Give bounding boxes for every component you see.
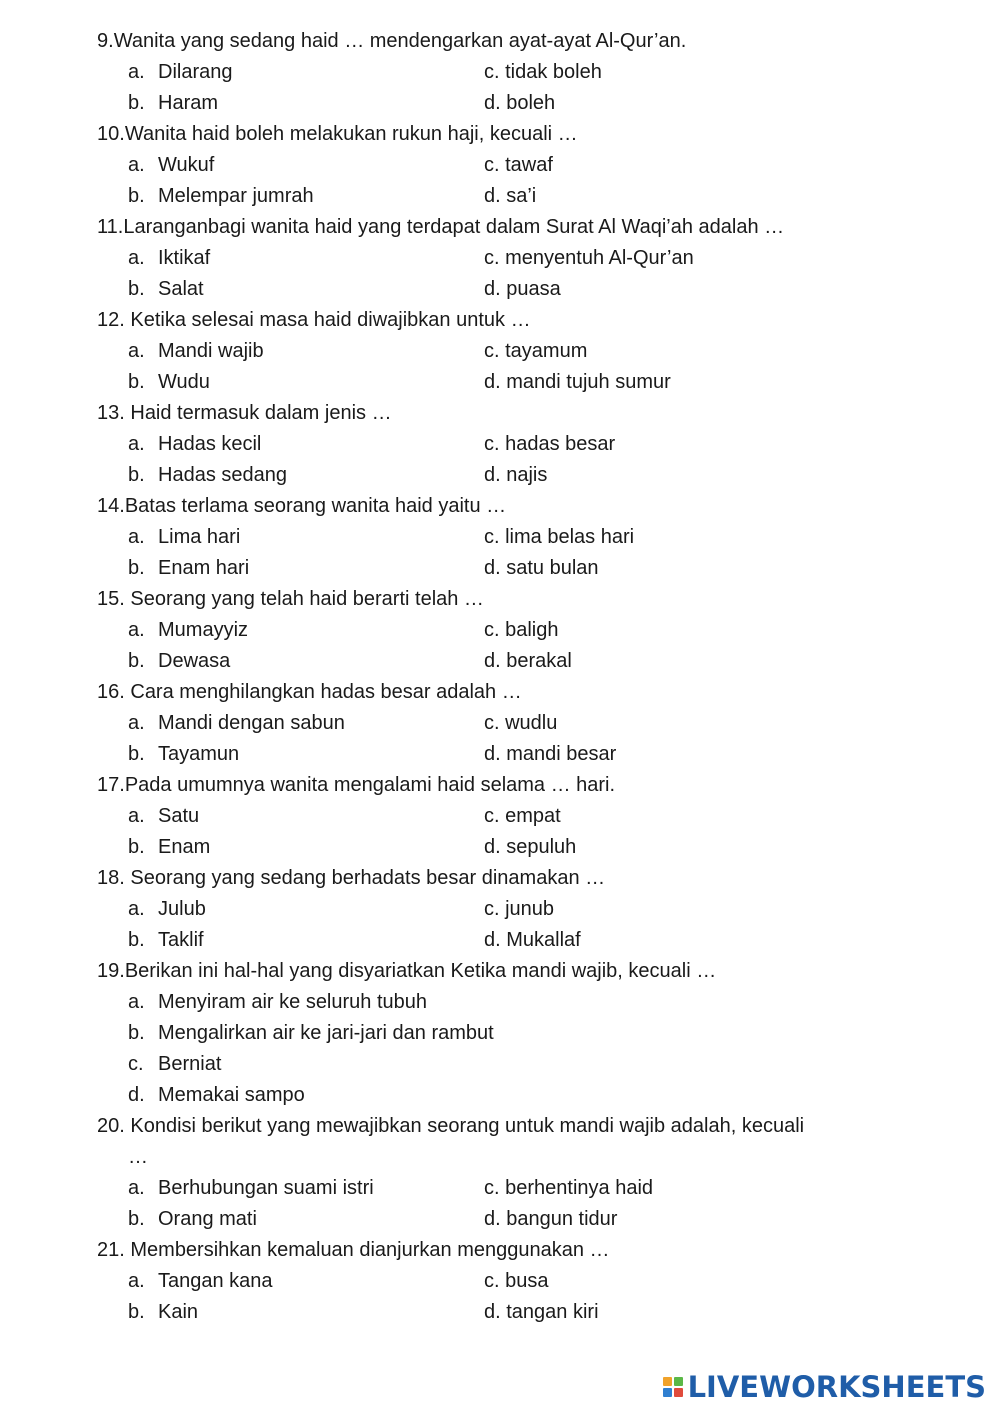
option-label: a. [128,61,145,83]
option-right: d. puasa [484,278,561,300]
option-right: d. bangun tidur [484,1208,618,1230]
option-text: Mumayyiz [158,619,249,641]
option-right: d. sepuluh [484,836,577,858]
option-label: b. [128,1022,145,1044]
option-right: c. tawaf [484,154,553,176]
option-right: c. lima belas hari [484,526,635,548]
option-left [128,894,206,925]
option-right: c. berhentinya haid [484,1177,654,1199]
option-left [128,708,345,739]
question-text: Haid termasuk dalam jenis … [124,402,392,424]
option-left [128,150,214,181]
question-text: Laranganbagi wanita haid yang terdapat dalam Surat Al Waqi’ah adalah … [123,216,785,238]
option-label: a. [128,619,145,641]
option-label: b. [128,278,145,300]
question-line [97,491,897,522]
option-left [128,57,232,88]
question-text: Seorang yang telah haid berarti telah … [124,588,484,610]
option-left [128,801,199,832]
option-text: Julub [158,898,206,920]
option-row [97,1297,897,1328]
option-label: b. [128,836,145,858]
option-label: d. [128,1084,145,1106]
option-label: a. [128,433,145,455]
question-text: Berikan ini hal-hal yang disyariatkan Ketika mandi wajib, kecuali … [124,960,717,982]
option-right: c. baligh [484,619,559,641]
option-left [128,88,218,119]
option-row [97,739,897,770]
question-line [97,584,897,615]
option-row [97,1266,897,1297]
option-right: d. boleh [484,92,556,114]
option-right: d. mandi tujuh sumur [484,371,671,393]
option-label: a. [128,1177,145,1199]
option-right: d. tangan kiri [484,1301,599,1323]
question-number: 14. [97,495,125,517]
question-line [97,1235,897,1266]
option-row [97,987,897,1018]
brand-name: LIVEWORKSHEETS [687,1370,986,1404]
option-left [128,1204,257,1235]
option-left [128,925,204,956]
option-item [128,987,427,1018]
option-row [97,553,897,584]
logo-square [674,1377,683,1386]
option-right: d. najis [484,464,548,486]
option-right: c. menyentuh Al-Qur’an [484,247,694,269]
question-line [97,398,897,429]
option-row [97,832,897,863]
option-right: c. empat [484,805,561,827]
option-row [97,925,897,956]
option-label: a. [128,340,145,362]
option-label: a. [128,526,145,548]
option-row [97,894,897,925]
question-line [97,1111,897,1142]
question-number: 10. [97,123,125,145]
option-left [128,1266,273,1297]
option-row [97,181,897,212]
option-label: b. [128,464,145,486]
question-number: 11. [97,216,124,238]
option-label: a. [128,991,145,1013]
question-line [97,212,897,243]
question-line [97,26,897,57]
option-label: a. [128,898,145,920]
option-row [97,801,897,832]
option-text: Hadas kecil [158,433,262,455]
option-label: a. [128,154,145,176]
option-right: c. tidak boleh [484,61,602,83]
option-left [128,336,264,367]
logo-square [663,1377,672,1386]
question-line [97,863,897,894]
option-row [97,460,897,491]
liveworksheets-logo [663,1370,986,1404]
option-label: c. [128,1053,144,1075]
question-number: 12. [97,309,125,331]
question-number: 17. [97,774,125,796]
option-text: Menyiram air ke seluruh tubuh [158,991,428,1013]
question-text: Batas terlama seorang wanita haid yaitu … [124,495,507,517]
option-row [97,1204,897,1235]
question-text: Cara menghilangkan hadas besar adalah … [124,681,522,703]
option-right: d. Mukallaf [484,929,581,951]
option-right: d. sa’i [484,185,537,207]
option-text: Enam [158,836,211,858]
option-label: b. [128,743,145,765]
question-text: Seorang yang sedang berhadats besar dinamakan … [124,867,606,889]
option-text: Tangan kana [158,1270,273,1292]
option-left [128,460,287,491]
option-left [128,367,210,398]
option-text: Orang mati [158,1208,257,1230]
option-text: Lima hari [158,526,241,548]
option-row [97,1049,897,1080]
question-text: Ketika selesai masa haid diwajibkan untuk … [124,309,531,331]
option-left [128,522,240,553]
option-label: b. [128,371,145,393]
option-row [97,646,897,677]
option-item [128,1018,494,1049]
option-row [97,522,897,553]
option-label: b. [128,1301,145,1323]
option-text: Mengalirkan air ke jari-jari dan rambut [158,1022,494,1044]
logo-square [674,1388,683,1397]
option-row [97,336,897,367]
option-row [97,150,897,181]
option-right: c. hadas besar [484,433,616,455]
question-number: 21. [97,1239,125,1261]
question-number: 16. [97,681,125,703]
option-text: Wudu [158,371,210,393]
option-row [97,1080,897,1111]
option-label: a. [128,247,145,269]
option-text: Mandi wajib [158,340,264,362]
option-text: Salat [158,278,204,300]
option-left [128,553,249,584]
option-row [97,1173,897,1204]
option-row [97,367,897,398]
question-text-continued: … [128,1146,148,1168]
question-text: Membersihkan kemaluan dianjurkan menggunakan … [124,1239,610,1261]
option-text: Berhubungan suami istri [158,1177,374,1199]
option-row [97,57,897,88]
question-line [97,305,897,336]
option-row [97,88,897,119]
option-text: Dewasa [158,650,231,672]
option-item [128,1049,221,1080]
option-right: c. junub [484,898,555,920]
option-left [128,243,210,274]
question-line [97,119,897,150]
question-line [97,770,897,801]
option-text: Satu [158,805,200,827]
option-label: b. [128,92,145,114]
option-left [128,739,239,770]
question-text: Pada umumnya wanita mengalami haid selama … hari. [124,774,616,796]
option-text: Taklif [158,929,204,951]
option-text: Wukuf [158,154,215,176]
option-label: a. [128,805,145,827]
option-label: a. [128,1270,145,1292]
option-text: Haram [158,92,219,114]
option-right: c. tayamum [484,340,588,362]
option-text: Iktikaf [158,247,211,269]
option-left [128,274,204,305]
option-row [97,429,897,460]
option-label: b. [128,557,145,579]
question-text: Wanita yang sedang haid … mendengarkan ayat-ayat Al-Qur’an. [113,30,687,52]
option-text: Memakai sampo [158,1084,305,1106]
option-item [128,1080,305,1111]
option-left [128,181,314,212]
option-right: d. mandi besar [484,743,617,765]
question-text: Wanita haid boleh melakukan rukun haji, kecuali … [124,123,578,145]
question-line [97,956,897,987]
question-number: 9. [97,30,114,52]
option-label: a. [128,712,145,734]
option-text: Kain [158,1301,199,1323]
option-left [128,429,261,460]
worksheet [97,26,897,1328]
option-label: b. [128,1208,145,1230]
question-number: 18. [97,867,125,889]
option-label: b. [128,185,145,207]
option-right: c. busa [484,1270,549,1292]
option-left [128,646,230,677]
option-left [128,615,248,646]
question-text: Kondisi berikut yang mewajibkan seorang untuk mandi wajib adalah, kecuali [124,1115,805,1137]
question-number: 20. [97,1115,125,1137]
option-row [97,274,897,305]
option-row [97,243,897,274]
logo-square [663,1388,672,1397]
option-row [97,1018,897,1049]
option-text: Berniat [158,1053,222,1075]
option-text: Mandi dengan sabun [158,712,345,734]
option-text: Enam hari [158,557,250,579]
question-number: 19. [97,960,125,982]
option-label: b. [128,929,145,951]
option-row [97,708,897,739]
question-number: 15. [97,588,125,610]
option-text: Melempar jumrah [158,185,314,207]
option-label: b. [128,650,145,672]
question-line [97,677,897,708]
liveworksheets-mark-icon [663,1377,683,1397]
option-text: Hadas sedang [158,464,287,486]
option-row [97,615,897,646]
option-text: Dilarang [158,61,233,83]
option-right: d. berakal [484,650,572,672]
option-text: Tayamun [158,743,240,765]
option-left [128,1173,374,1204]
option-left [128,1297,198,1328]
option-right: d. satu bulan [484,557,599,579]
option-right: c. wudlu [484,712,558,734]
option-left [128,832,210,863]
question-number: 13. [97,402,125,424]
